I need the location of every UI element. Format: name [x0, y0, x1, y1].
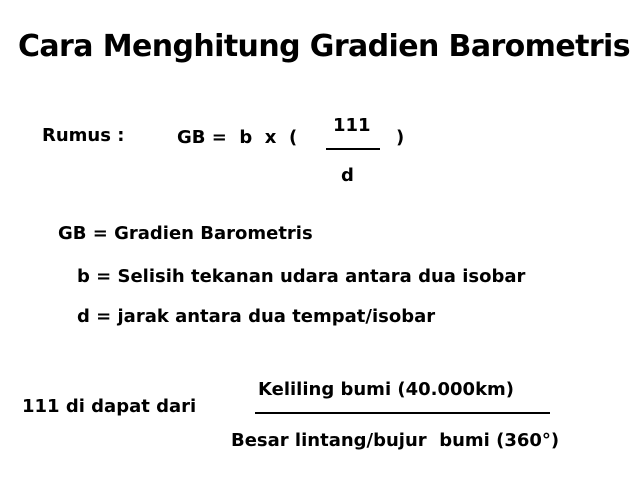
- definition-b: b = Selisih tekanan udara antara dua isobar: [77, 266, 526, 287]
- formula-close-paren: ): [396, 127, 405, 148]
- derivation-label: 111 di dapat dari: [22, 396, 197, 417]
- definition-gb: GB = Gradien Barometris: [58, 223, 313, 244]
- formula-label: Rumus :: [42, 125, 125, 146]
- derivation-fraction-bar: [255, 412, 550, 414]
- formula-denominator: d: [341, 165, 354, 186]
- formula-lhs: GB = b x (: [177, 127, 298, 148]
- slide-title: Cara Menghitung Gradien Barometris: [18, 29, 630, 64]
- formula-fraction-bar: [326, 148, 380, 150]
- definition-d: d = jarak antara dua tempat/isobar: [77, 306, 436, 327]
- derivation-denominator: Besar lintang/bujur bumi (360°): [231, 430, 560, 451]
- derivation-numerator: Keliling bumi (40.000km): [258, 379, 515, 400]
- formula-numerator: 111: [333, 115, 371, 136]
